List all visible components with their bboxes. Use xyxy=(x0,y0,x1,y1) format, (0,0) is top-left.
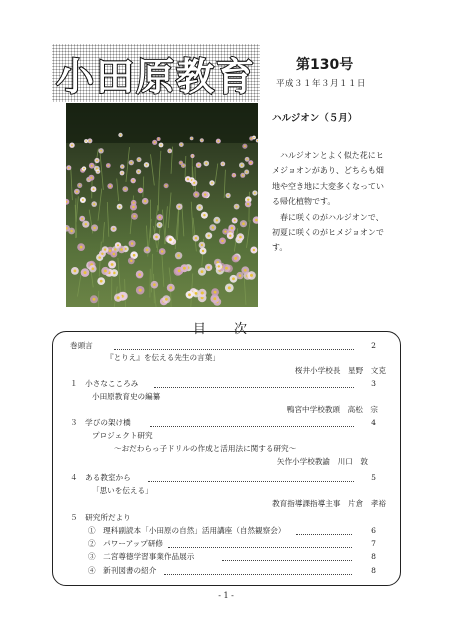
toc-leader-dots xyxy=(150,426,354,427)
caption-paragraph: ハルジオンとよく似た花にヒメジョオンがあり、どちらも畑地や空き地に大変多くなっている帰化植物です。 xyxy=(272,151,384,207)
toc-entry-title: ３ 学びの架け橋 xyxy=(70,418,131,427)
page-number-footer: - 1 - xyxy=(218,591,234,600)
toc-entry-subtitle: 小田原教育史の編纂 xyxy=(92,392,161,401)
toc-entry-author: 桜井小学校長 星野 文克 xyxy=(294,366,386,375)
toc-page-number: 8 xyxy=(371,566,376,575)
toc-leader-dots xyxy=(222,560,352,561)
toc-entry-author: 鴨宮中学校教頭 高松 宗 xyxy=(286,405,378,414)
issue-date: 平成３１年３月１１日 xyxy=(276,79,367,89)
toc-page-number: 4 xyxy=(371,418,376,427)
toc-page-number: 3 xyxy=(371,379,376,388)
toc-subitem-label: ② パワーアップ研修 xyxy=(88,539,164,548)
toc-leader-dots xyxy=(114,349,354,350)
toc-entry-title: １ 小さなこころみ xyxy=(70,379,139,388)
masthead-banner xyxy=(52,44,260,102)
toc-entry-title: ５ 研究所だより xyxy=(70,513,131,522)
toc-leader-dots xyxy=(168,547,352,548)
toc-page-number: 8 xyxy=(371,552,376,561)
caption-paragraph: 春に咲くのがハルジオンで、初夏に咲くのがヒメジョオンです。 xyxy=(272,212,384,253)
toc-leader-dots xyxy=(154,387,354,388)
toc-page-number: 6 xyxy=(371,526,376,535)
toc-page-number: 2 xyxy=(371,341,376,350)
masthead-title: 小田原教育 xyxy=(55,54,256,99)
toc-leader-dots xyxy=(296,534,352,535)
toc-entry-subtitle: ～おだわらっ子ドリルの作成と活用法に関する研究～ xyxy=(114,444,297,453)
toc-entry-author: 教育指導課指導主事 片倉 孝裕 xyxy=(272,499,386,508)
caption-body xyxy=(272,148,384,256)
toc-entry-subtitle: 「思いを伝える」 xyxy=(92,486,153,495)
toc-leader-dots xyxy=(148,481,354,482)
cover-photo xyxy=(66,103,258,307)
toc-entry-subtitle: 『とりえ』を伝える先生の言葉」 xyxy=(106,353,220,362)
toc-entry-subtitle: プロジェクト研究 xyxy=(92,431,153,440)
toc-page-number: 5 xyxy=(371,473,376,482)
toc-subitem-label: ④ 新刊図書の紹介 xyxy=(88,566,157,575)
toc-entry-author: 矢作小学校教諭 川口 敦 xyxy=(276,457,368,466)
toc-page-number: 7 xyxy=(371,539,376,548)
toc-subitem-label: ① 理科副読本「小田原の自然」活用講座（自然観察会） xyxy=(88,526,286,535)
toc-subitem-label: ③ 二宮尊徳学習事業作品展示 xyxy=(88,552,195,561)
toc-entry-title: 巻頭言 xyxy=(70,341,93,350)
toc-entry-title: ４ ある教室から xyxy=(70,473,131,482)
caption-title: ハルジオン（５月） xyxy=(272,113,358,124)
issue-number: 第130号 xyxy=(296,57,354,73)
toc-leader-dots xyxy=(164,574,352,575)
toc-heading: 目 次 xyxy=(192,322,260,337)
